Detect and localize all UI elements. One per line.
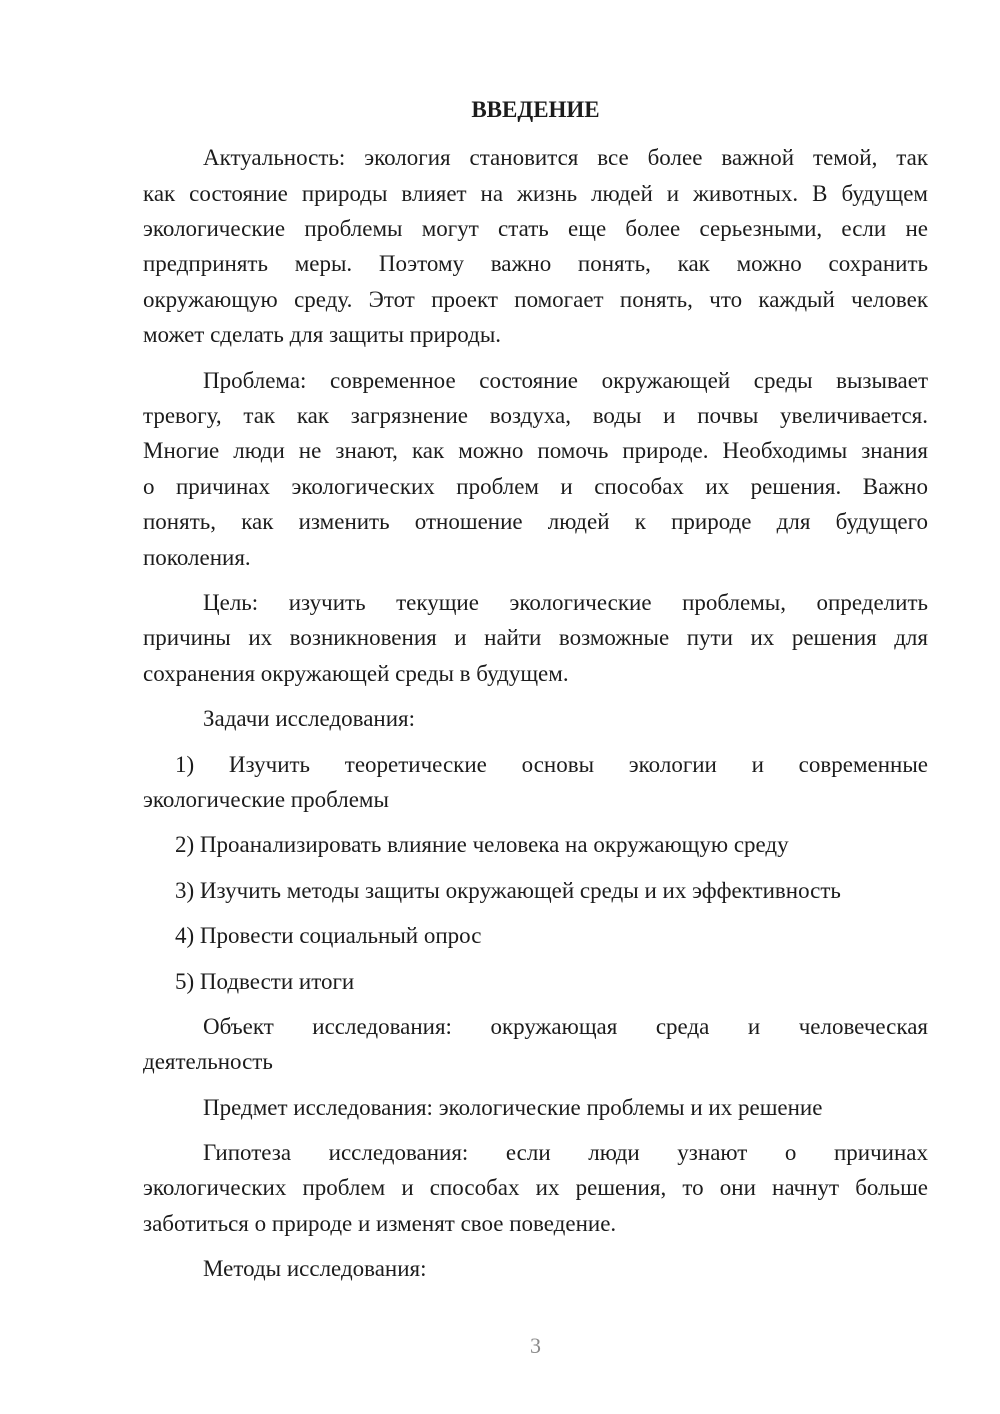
methods-heading-line: Методы исследования:	[203, 1256, 427, 1282]
subject-line: Предмет исследования: экологические проблемы и их решение	[203, 1094, 823, 1120]
paragraph-goal	[143, 585, 928, 691]
task-item-2	[143, 827, 928, 862]
task-item-1	[143, 747, 928, 818]
task-line: 2) Проанализировать влияние человека на окружающую среду	[175, 832, 789, 858]
problem-line: тревогу, так как загрязнение воздуха, воды и почвы увеличивается.	[143, 403, 928, 429]
relevance-line: экологические проблемы могут стать еще более серьезными, если не	[143, 216, 928, 242]
task-item-4	[143, 918, 928, 953]
paragraph-object	[143, 1009, 928, 1080]
relevance-line: предпринять меры. Поэтому важно понять, как можно сохранить	[143, 251, 928, 277]
hypothesis-line: Гипотеза исследования: если люди узнают о причинах	[203, 1140, 928, 1166]
methods-heading	[143, 1251, 928, 1286]
hypothesis-line: заботиться о природе и изменят свое поведение.	[143, 1210, 617, 1236]
paragraph-hypothesis	[143, 1135, 928, 1241]
problem-line: поколения.	[143, 544, 251, 570]
document-body	[143, 140, 928, 1296]
paragraph-relevance	[143, 140, 928, 352]
task-line: 4) Провести социальный опрос	[175, 923, 482, 949]
problem-line: Многие люди не знают, как можно помочь природе. Необходимы знания	[143, 438, 928, 464]
problem-line: понять, как изменить отношение людей к природе для будущего	[143, 509, 928, 535]
task-line: 1) Изучить теоретические основы экологии и современные	[175, 751, 928, 777]
task-line: экологические проблемы	[143, 786, 389, 812]
object-line: деятельность	[143, 1049, 273, 1075]
task-line: 5) Подвести итоги	[175, 968, 355, 994]
relevance-line: как состояние природы влияет на жизнь людей и животных. В будущем	[143, 180, 928, 206]
hypothesis-line: экологических проблем и способах их решения, то они начнут больше	[143, 1175, 928, 1201]
relevance-line: окружающую среду. Этот проект помогает понять, что каждый человек	[143, 286, 928, 312]
paragraph-problem	[143, 363, 928, 575]
tasks-heading-line: Задачи исследования:	[203, 706, 416, 732]
goal-line: Цель: изучить текущие экологические проблемы, определить	[203, 589, 928, 615]
relevance-line: Актуальность: экология становится все более важной темой, так	[203, 145, 928, 171]
page-title: ВВЕДЕНИЕ	[471, 97, 600, 122]
page-number: 3	[530, 1333, 541, 1358]
paragraph-subject	[143, 1090, 928, 1125]
tasks-heading	[143, 701, 928, 736]
task-line: 3) Изучить методы защиты окружающей среды и их эффективность	[175, 877, 841, 903]
task-item-5	[143, 964, 928, 999]
problem-line: Проблема: современное состояние окружающей среды вызывает	[203, 367, 928, 393]
goal-line: сохранения окружающей среды в будущем.	[143, 660, 569, 686]
problem-line: о причинах экологических проблем и способах их решения. Важно	[143, 473, 928, 499]
goal-line: причины их возникновения и найти возможные пути их решения для	[143, 625, 928, 651]
task-item-3	[143, 873, 928, 908]
object-line: Объект исследования: окружающая среда и человеческая	[203, 1013, 928, 1039]
relevance-line: может сделать для защиты природы.	[143, 322, 502, 348]
